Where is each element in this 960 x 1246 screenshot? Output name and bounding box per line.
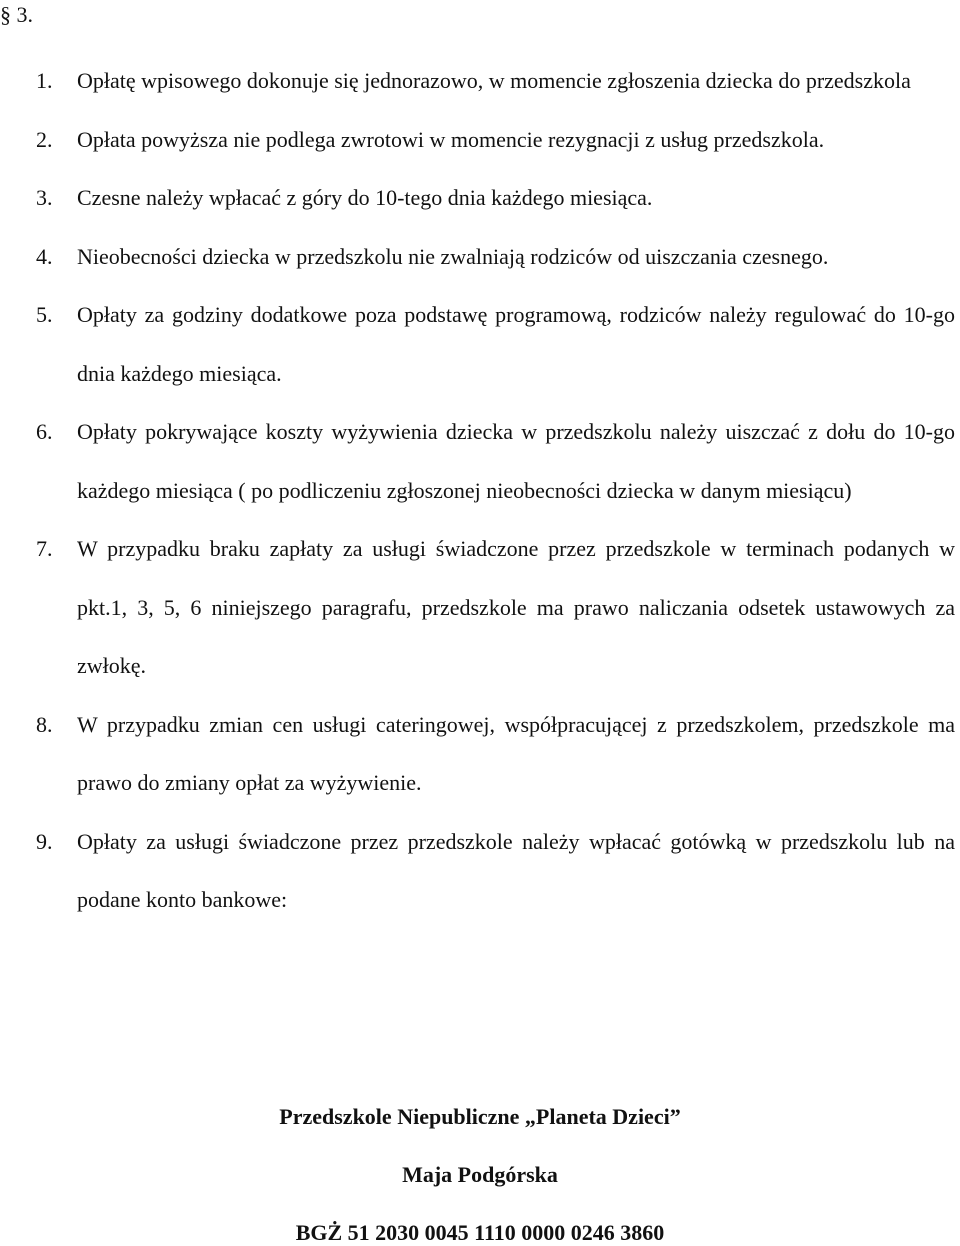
list-item (36, 403, 955, 520)
list-item (36, 696, 955, 813)
list-item-number: 4. (36, 243, 53, 269)
list-item (36, 813, 955, 930)
list-item-text: Opłatę wpisowego dokonuje się jednorazowo, w momencie zgłoszenia dziecka do przedszkola (77, 68, 911, 93)
list-item-text: Opłaty za usługi świadczone przez przedszkole należy wpłacać gotówką w przedszkolu lub na podane konto bankowe: (77, 828, 955, 912)
list-item-text: Opłaty za godziny dodatkowe poza podstawę programową, rodziców należy regulować do 10-go dnia każdego miesiąca. (77, 302, 955, 386)
list-item-text: Opłata powyższa nie podlega zwrotowi w momencie rezygnacji z usług przedszkola. (77, 126, 825, 152)
person-name: Maja Podgórska (402, 1162, 558, 1187)
list-item-number: 6. (36, 419, 53, 444)
list-item-number: 5. (36, 302, 53, 327)
list-item (36, 228, 955, 287)
list-item-text: Opłaty pokrywające koszty wyżywienia dziecka w przedszkolu należy uiszczać z dołu do 10-go każdego miesiąca ( po podliczeniu zgłoszonej nieobecności dziecka w danym miesiącu) (77, 419, 955, 503)
institution-name: Przedszkole Niepubliczne „Planeta Dzieci” (279, 1104, 681, 1129)
bank-account-number: BGŻ 51 2030 0045 1110 0000 0246 3860 (295, 1220, 665, 1245)
list-item-text: Nieobecności dziecka w przedszkolu nie zwalniają rodziców od uiszczania czesnego. (77, 243, 829, 269)
list-item-number: 1. (36, 68, 53, 93)
list-item-number: 2. (36, 126, 53, 152)
list-item-number: 3. (36, 185, 53, 210)
list-item (36, 169, 955, 228)
list-item (36, 52, 955, 111)
section-header: § 3. (0, 2, 33, 27)
list-item-text: Czesne należy wpłacać z góry do 10-tego dnia każdego miesiąca. (77, 185, 653, 210)
list-item (36, 111, 955, 170)
list-item (36, 520, 955, 696)
list-item-text: W przypadku zmian cen usługi cateringowej, współpracującej z przedszkolem, przedszkole ma prawo do zmiany opłat za wyżywienie. (77, 711, 955, 795)
regulations-list (36, 52, 956, 930)
list-item (36, 286, 955, 403)
list-item-number: 7. (36, 536, 53, 561)
list-item-number: 9. (36, 828, 53, 854)
list-item-number: 8. (36, 711, 53, 737)
list-item-text: W przypadku braku zapłaty za usługi świadczone przez przedszkole w terminach podanych w pkt.1, 3, 5, 6 niniejszego paragrafu, przedszkole ma prawo naliczania odsetek ustawowych za zwłokę. (77, 536, 955, 678)
